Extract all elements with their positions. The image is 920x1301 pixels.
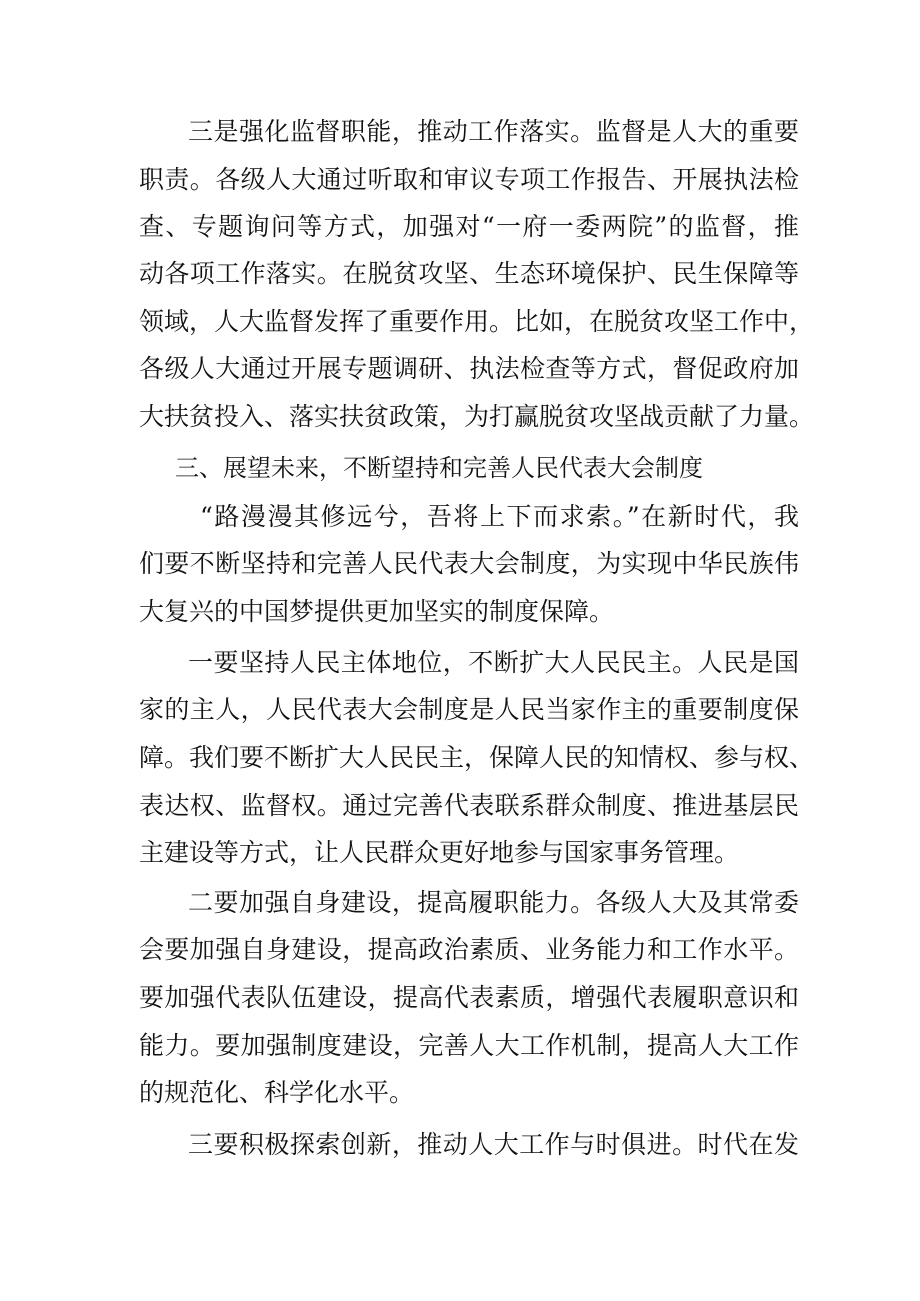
paragraph-4-line-2: 会要加强自身建设，提高政治素质、业务能力和工作水平。: [139, 935, 799, 964]
paragraph-1-line-1: 三是强化监督职能，推动工作落实。监督是人大的重要: [188, 117, 799, 146]
paragraph-2-line-2: 们要不断坚持和完善人民代表大会制度，为实现中华民族伟: [139, 549, 799, 578]
paragraph-1-line-6: 各级人大通过开展专题调研、执法检查等方式，督促政府加: [139, 354, 799, 383]
paragraph-4-line-5: 的规范化、科学化水平。: [139, 1078, 415, 1107]
paragraph-1-line-3: 查、专题询问等方式，加强对“一府一委两院”的监督，推: [139, 212, 799, 241]
paragraph-2-line-1: “路漫漫其修远兮，吾将上下而求索。”在新时代，我: [200, 502, 799, 531]
paragraph-5-line-1: 三要积极探索创新，推动人大工作与时俱进。时代在发: [188, 1130, 799, 1159]
section-heading: 三、展望未来，不断望持和完善人民代表大会制度: [175, 454, 703, 482]
paragraph-3-line-3: 障。我们要不断扩大人民民主，保障人民的知情权、参与权、: [139, 743, 815, 772]
paragraph-2-line-3: 大复兴的中国梦提供更加坚实的制度保障。: [139, 597, 615, 626]
paragraph-1-line-5: 领域，人大监督发挥了重要作用。比如，在脱贫攻坚工作中，: [139, 307, 815, 336]
paragraph-1-line-7: 大扶贫投入、落实扶贫政策，为打赢脱贫攻坚战贡献了力量。: [139, 402, 815, 431]
paragraph-3-line-1: 一要坚持人民主体地位，不断扩大人民民主。人民是国: [188, 648, 799, 677]
paragraph-4-line-4: 能力。要加强制度建设，完善人大工作机制，提高人大工作: [139, 1031, 799, 1060]
paragraph-1-line-2: 职责。各级人大通过听取和审议专项工作报告、开展执法检: [139, 165, 799, 194]
paragraph-4-line-3: 要加强代表队伍建设，提高代表素质，增强代表履职意识和: [139, 983, 799, 1012]
paragraph-1-line-4: 动各项工作落实。在脱贫攻坚、生态环境保护、民生保障等: [139, 259, 799, 288]
paragraph-3-line-2: 家的主人，人民代表大会制度是人民当家作主的重要制度保: [139, 695, 799, 724]
paragraph-3-line-4: 表达权、监督权。通过完善代表联系群众制度、推进基层民: [139, 791, 799, 820]
paragraph-4-line-1: 二要加强自身建设，提高履职能力。各级人大及其常委: [188, 888, 799, 917]
paragraph-3-line-5: 主建设等方式，让人民群众更好地参与国家事务管理。: [139, 838, 740, 867]
